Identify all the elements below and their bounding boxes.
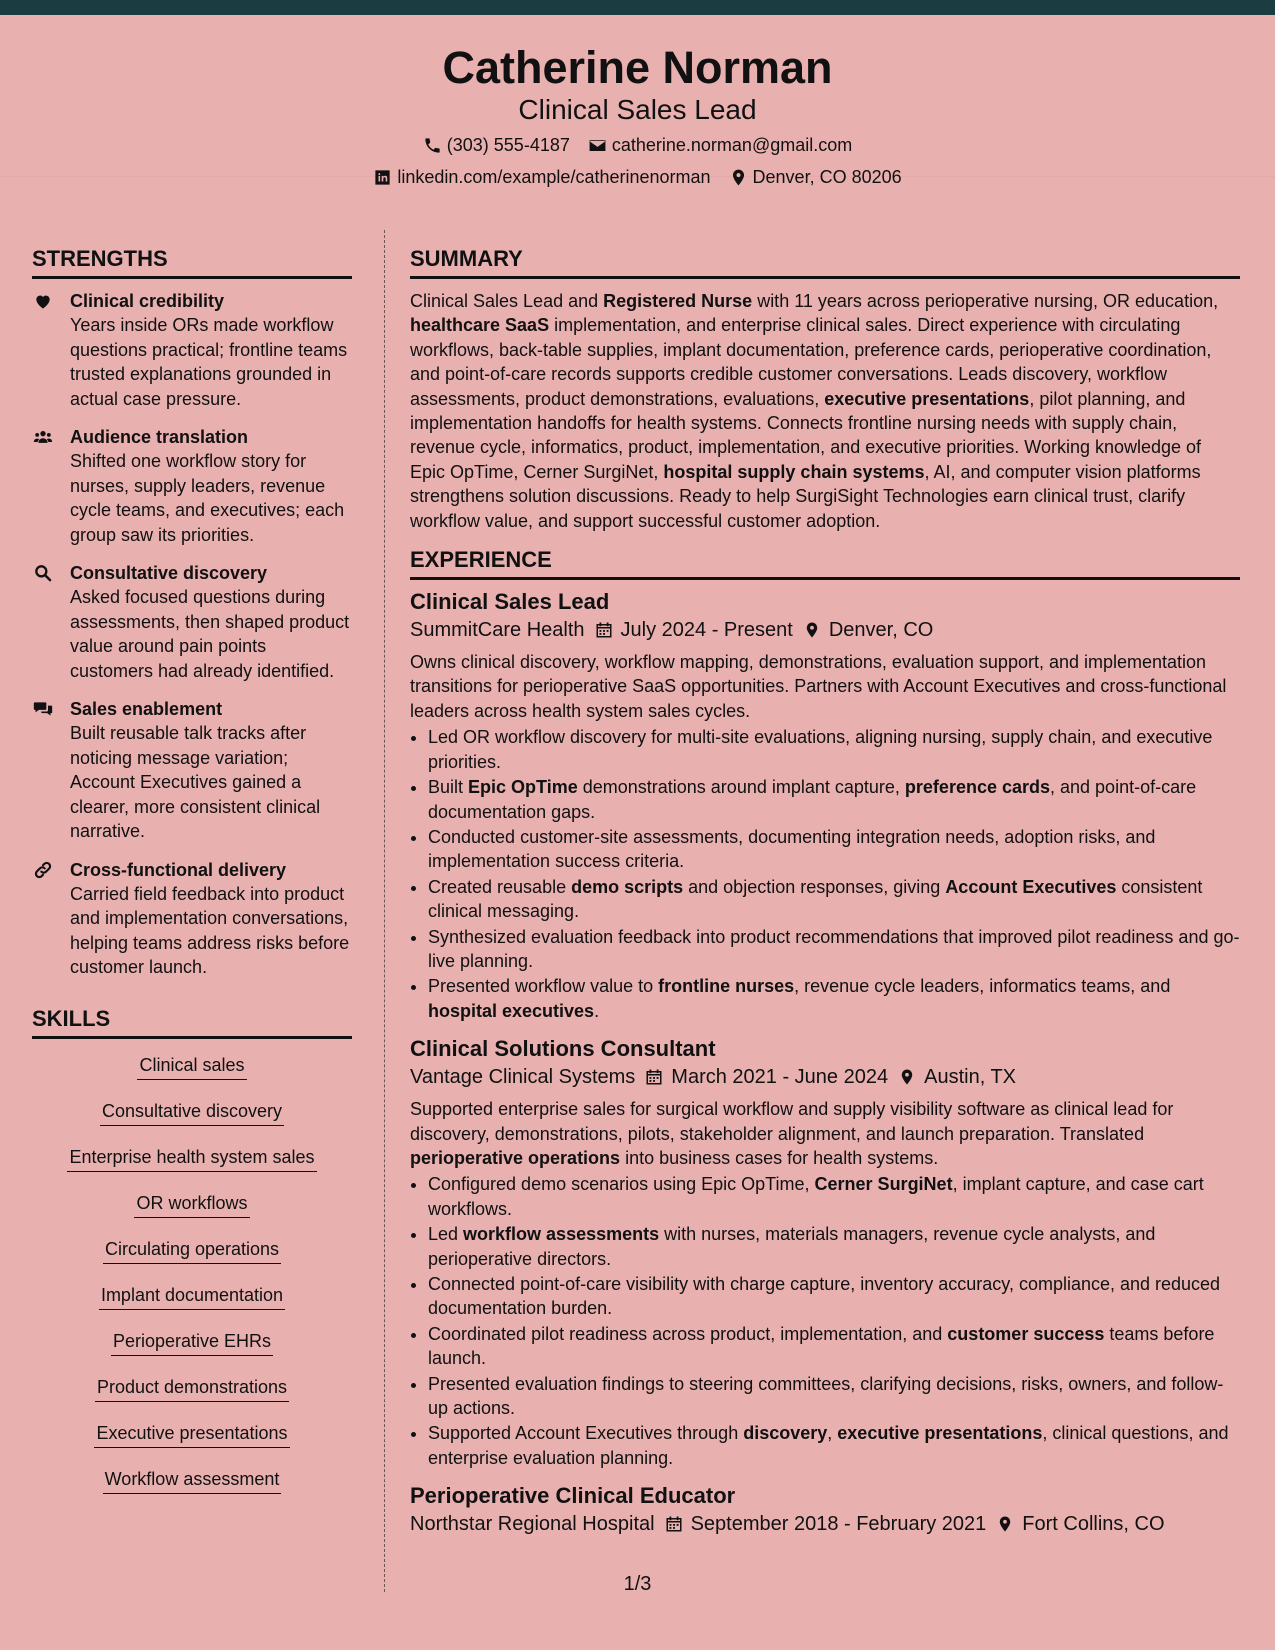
job-bullets [410,725,1240,1023]
search-icon [32,563,54,583]
contact-phone[interactable] [423,134,570,156]
skill-item [32,1375,352,1402]
job-bullet: • Supported Account Executives through discovery, executive presentations, clinical questions, and enterprise evaluation planning. [428,1421,1240,1470]
right-column [410,246,1240,1550]
job-meta [410,1510,1240,1538]
candidate-title: Clinical Sales Lead [518,94,757,125]
strength-description: Years inside ORs made workflow questions practical; frontline teams trusted explanations grounded in actual case pressure. [70,315,348,409]
skill-label: OR workflows [134,1191,249,1218]
summary-heading: SUMMARY [410,246,1240,279]
strength-title: Clinical credibility [70,291,225,311]
emphasis: workflow assessments [463,1224,660,1245]
skill-label: Product demonstrations [95,1375,289,1402]
column-divider [384,230,385,1592]
skills-heading: SKILLS [32,1006,352,1039]
job-dates: September 2018 - February 2021 [690,1513,987,1536]
emphasis: hospital supply chain systems [663,461,925,482]
emphasis: preference cards [904,777,1051,798]
skills-list [32,1053,352,1494]
job-location: Denver, CO [828,619,934,642]
job-title: Perioperative Clinical Educator [410,1483,736,1509]
job-entry [410,1482,1240,1538]
emphasis: Epic OpTime [468,777,578,798]
resume-header [0,15,1275,187]
emphasis: healthcare SaaS [410,315,550,336]
linkedin-icon [373,168,392,187]
job-description: Owns clinical discovery, workflow mapping, demonstrations, evaluation support, and implementation transitions for perioperative SaaS opportunities. Partners with Account Executives and cross-functional leaders across health system sales cycles. [410,652,1227,721]
job-description: Supported enterprise sales for surgical workflow and supply visibility software as clinical lead for discovery, demonstrations, pilots, stakeholder alignment, and launch preparation. Translated perioperative operations into business cases for health systems. [410,1099,1174,1168]
users-icon [32,427,54,447]
job-bullet: • Led workflow assessments with nurses, materials managers, revenue cycle analysts, and perioperative directors. [428,1222,1240,1271]
job-company: SummitCare Health [410,619,585,642]
strength-title: Audience translation [70,427,249,447]
job-bullet: • Configured demo scenarios using Epic OpTime, Cerner SurgiNet, implant capture, and case cart workflows. [428,1172,1240,1221]
job-location: Austin, TX [924,1066,1017,1089]
emphasis: Cerner SurgiNet [814,1174,953,1195]
job-bullet: • Conducted customer-site assessments, documenting integration needs, adoption risks, and implementation success criteria. [428,825,1240,874]
skill-label: Implant documentation [99,1283,285,1310]
job-bullet: • Built Epic OpTime demonstrations around implant capture, preference cards, and point-of-care documentation gaps. [428,775,1240,824]
emphasis: frontline nurses [658,976,795,997]
contact-row-2 [0,166,1275,188]
job-bullet: • Coordinated pilot readiness across product, implementation, and customer success teams before launch. [428,1322,1240,1371]
top-accent-bar [0,0,1275,15]
skill-item [32,1053,352,1080]
strength-title: Sales enablement [70,699,223,719]
comments-icon [32,699,54,719]
skill-label: Enterprise health system sales [67,1145,316,1172]
skill-label: Circulating operations [103,1237,281,1264]
map-pin-icon [898,1067,916,1087]
strength-item [32,561,352,683]
heart-icon [32,291,54,311]
job-bullet: • Synthesized evaluation feedback into product recommendations that improved pilot readiness and go-live planning. [428,925,1240,974]
job-dates: March 2021 - June 2024 [671,1066,889,1089]
job-company: Vantage Clinical Systems [410,1066,636,1089]
strengths-list [32,289,352,980]
left-column [32,246,352,1513]
strength-item [32,425,352,547]
emphasis: Account Executives [945,876,1117,897]
contact-location [729,166,902,188]
experience-heading: EXPERIENCE [410,547,1240,580]
job-title: Clinical Sales Lead [410,589,610,615]
email-text: catherine.norman@gmail.com [611,135,853,155]
skill-item [32,1145,352,1172]
contact-email[interactable] [588,134,852,156]
strength-description: Built reusable talk tracks after noticing message variation; Account Executives gained a clearer, more consistent clinical narrative. [70,723,321,841]
job-bullet: • Presented evaluation findings to steering committees, clarifying decisions, risks, owners, and follow-up actions. [428,1372,1240,1421]
strength-description: Shifted one workflow story for nurses, supply leaders, revenue cycle teams, and executives; each group saw its priorities. [70,451,345,545]
job-location: Fort Collins, CO [1022,1513,1165,1536]
phone-icon [423,136,442,155]
map-pin-icon [803,620,821,640]
strength-item [32,858,352,980]
job-meta [410,616,1240,644]
job-dates: July 2024 - Present [620,619,793,642]
job-title: Clinical Solutions Consultant [410,1036,716,1062]
summary-text: Clinical Sales Lead and Registered Nurse with 11 years across perioperative nursing, OR education, healthcare SaaS implementation, and enterprise clinical sales. Direct experience with circulating workflows, back-table supplies, implant documentation, preference cards, perioperative coordination, and point-of-care records supports credible customer conversations. Leads discovery, workflow assessments, product demonstrations, evaluations, executive presentations, pilot planning, and implementation handoffs for health systems. Connects frontline nursing needs with supply chain, revenue cycle, informatics, product, implementation, and executive priorities. Working knowledge of Epic OpTime, Cerner SurgiNet, hospital supply chain systems, AI, and computer vision platforms strengthens solution discussions. Ready to help SurgiSight Technologies earn clinical trust, clarify workflow value, and support successful customer adoption. [410,291,1219,531]
job-bullet: • Presented workflow value to frontline nurses, revenue cycle leaders, informatics teams, and hospital executives. [428,974,1240,1023]
strength-description: Carried field feedback into product and implementation conversations, helping teams address risks before customer launch. [70,883,350,977]
location-text: Denver, CO 80206 [752,167,902,187]
skill-item [32,1467,352,1494]
skill-label: Executive presentations [94,1421,289,1448]
emphasis: perioperative operations [410,1147,621,1168]
skill-item [32,1329,352,1356]
emphasis: Registered Nurse [603,291,753,311]
emphasis: customer success [947,1323,1105,1344]
candidate-name: Catherine Norman [442,42,833,93]
map-pin-icon [729,168,748,187]
strength-title: Consultative discovery [70,563,268,583]
skill-label: Perioperative EHRs [111,1329,273,1356]
strength-title: Cross-functional delivery [70,859,287,880]
emphasis: executive presentations [837,1423,1043,1444]
skill-item [32,1421,352,1448]
emphasis: hospital executives [428,1000,595,1021]
skill-item [32,1191,352,1218]
jobs-list [410,588,1240,1538]
link-icon [32,860,54,880]
job-meta [410,1063,1240,1091]
skill-item [32,1237,352,1264]
job-bullet: • Created reusable demo scripts and objection responses, giving Account Executives consistent clinical messaging. [428,875,1240,924]
skill-item [32,1099,352,1126]
skill-label: Workflow assessment [103,1467,282,1494]
map-pin-icon [996,1514,1014,1534]
calendar-icon [645,1067,663,1087]
job-bullet: • Connected point-of-care visibility with charge capture, inventory accuracy, compliance, and reduced documentation burden. [428,1272,1240,1321]
job-bullet: • Led OR workflow discovery for multi-site evaluations, aligning nursing, supply chain, and executive priorities. [428,725,1240,774]
contact-linkedin[interactable] [373,166,710,188]
job-entry [410,1035,1240,1470]
job-bullets [410,1172,1240,1470]
calendar-icon [595,620,613,640]
job-entry [410,588,1240,1023]
skill-label: Clinical sales [137,1053,246,1080]
skill-item [32,1283,352,1310]
calendar-icon [665,1514,683,1534]
skill-label: Consultative discovery [100,1099,284,1126]
strength-description: Asked focused questions during assessments, then shaped product value around pain points customers had already identified. [70,587,350,681]
linkedin-text: linkedin.com/example/catherinenorman [397,167,711,187]
job-company: Northstar Regional Hospital [410,1513,655,1536]
strength-item [32,697,352,844]
emphasis: executive presentations [824,388,1030,409]
strengths-heading: STRENGTHS [32,246,352,279]
strength-item [32,289,352,411]
page-number: 1/3 [623,1573,652,1595]
envelope-icon [588,136,607,155]
contact-row-1 [0,134,1275,156]
phone-text: (303) 555-4187 [446,135,570,155]
emphasis: discovery [743,1423,828,1444]
emphasis: demo scripts [571,876,684,897]
